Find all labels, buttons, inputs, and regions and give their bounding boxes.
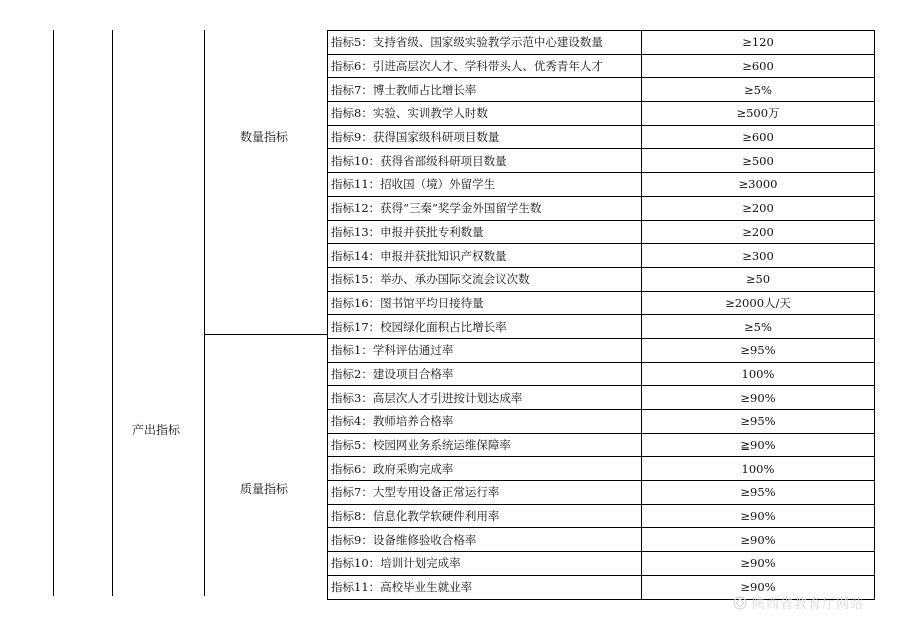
table-row (328, 291, 875, 315)
indicator-name: 指标9：获得国家级科研项目数量 (328, 125, 642, 149)
table-row (328, 196, 875, 220)
group-label-quantity: 数量指标 (240, 130, 289, 144)
table-row (328, 338, 875, 362)
indicator-value: ≥2000人/天 (642, 291, 875, 315)
watermark-text: 陕西省教育厅网站 (752, 597, 865, 612)
indicator-name: 指标4：教师培养合格率 (328, 410, 642, 434)
indicator-name: 指标9：设备维修验收合格率 (328, 528, 642, 552)
indicator-value: ≥90% (642, 528, 875, 552)
table-row (328, 173, 875, 197)
indicator-value: ≧90% (642, 433, 875, 457)
indicator-name: 指标8：实验、实训教学人时数 (328, 102, 642, 126)
indicator-value: ≥500 (642, 149, 875, 173)
table-row (328, 149, 875, 173)
table-row (328, 386, 875, 410)
indicator-value: ≥5% (642, 315, 875, 339)
table-row (328, 528, 875, 552)
indicator-value: ≥600 (642, 125, 875, 149)
indicator-value: ≥200 (642, 196, 875, 220)
group-label-quality: 质量指标 (240, 482, 289, 496)
indicator-value: ≥200 (642, 220, 875, 244)
column-border-3 (204, 30, 205, 596)
indicator-name: 指标6：政府采购完成率 (328, 457, 642, 481)
indicator-name: 指标8：信息化教学软硬件利用率 (328, 504, 642, 528)
table-row (328, 410, 875, 434)
group-divider (204, 334, 327, 335)
table-row (328, 362, 875, 386)
indicator-value: ≥95% (642, 481, 875, 505)
watermark-logo-icon (732, 596, 748, 610)
indicator-value: ≥95% (642, 338, 875, 362)
table-row (328, 54, 875, 78)
indicator-name: 指标15：举办、承办国际交流会议次数 (328, 267, 642, 291)
indicator-name: 指标11：招收国（境）外留学生 (328, 173, 642, 197)
indicator-name: 指标16：图书馆平均日接待量 (328, 291, 642, 315)
indicator-name: 指标17：校园绿化面积占比增长率 (328, 315, 642, 339)
indicator-name: 指标5：支持省级、国家级实验教学示范中心建设数量 (328, 31, 642, 55)
table-row (328, 481, 875, 505)
table-row (328, 315, 875, 339)
table-row (328, 220, 875, 244)
table-row (328, 504, 875, 528)
indicator-value: ≥90% (642, 504, 875, 528)
indicator-value: ≥90% (642, 575, 875, 599)
table-row (328, 433, 875, 457)
table-row (328, 125, 875, 149)
indicator-name: 指标11：高校毕业生就业率 (328, 575, 642, 599)
indicator-value: ≥90% (642, 552, 875, 576)
column-border-1 (53, 30, 54, 596)
indicator-value: 100% (642, 362, 875, 386)
indicator-value: ≥3000 (642, 173, 875, 197)
indicator-value: ≥95% (642, 410, 875, 434)
indicator-value: ≥5% (642, 78, 875, 102)
indicator-value: ≥120 (642, 31, 875, 55)
level2-label: 产出指标 (132, 423, 181, 437)
indicator-table (327, 30, 875, 600)
indicator-value: 100% (642, 457, 875, 481)
table-row (328, 31, 875, 55)
indicator-name: 指标12：获得“三秦”奖学金外国留学生数 (328, 196, 642, 220)
indicator-name: 指标10：获得省部级科研项目数量 (328, 149, 642, 173)
indicator-name: 指标1：学科评估通过率 (328, 338, 642, 362)
table-row (328, 457, 875, 481)
indicator-name: 指标2：建设项目合格率 (328, 362, 642, 386)
indicator-value: ≥500万 (642, 102, 875, 126)
table-row (328, 244, 875, 268)
indicator-value: ≥50 (642, 267, 875, 291)
table-row (328, 102, 875, 126)
table-row (328, 267, 875, 291)
indicator-name: 指标14：申报并获批知识产权数量 (328, 244, 642, 268)
indicator-name: 指标13：申报并获批专利数量 (328, 220, 642, 244)
indicator-value: ≥300 (642, 244, 875, 268)
indicator-name: 指标7：博士教师占比增长率 (328, 78, 642, 102)
indicator-value: ≥90% (642, 386, 875, 410)
table-row (328, 552, 875, 576)
indicator-value: ≥600 (642, 54, 875, 78)
indicator-name: 指标10：培训计划完成率 (328, 552, 642, 576)
table-row (328, 78, 875, 102)
column-border-2 (112, 30, 113, 596)
indicator-name: 指标7：大型专用设备正常运行率 (328, 481, 642, 505)
indicator-name: 指标3：高层次人才引进按计划达成率 (328, 386, 642, 410)
indicator-name: 指标6：引进高层次人才、学科带头人、优秀青年人才 (328, 54, 642, 78)
indicator-name: 指标5：校园网业务系统运维保障率 (328, 433, 642, 457)
